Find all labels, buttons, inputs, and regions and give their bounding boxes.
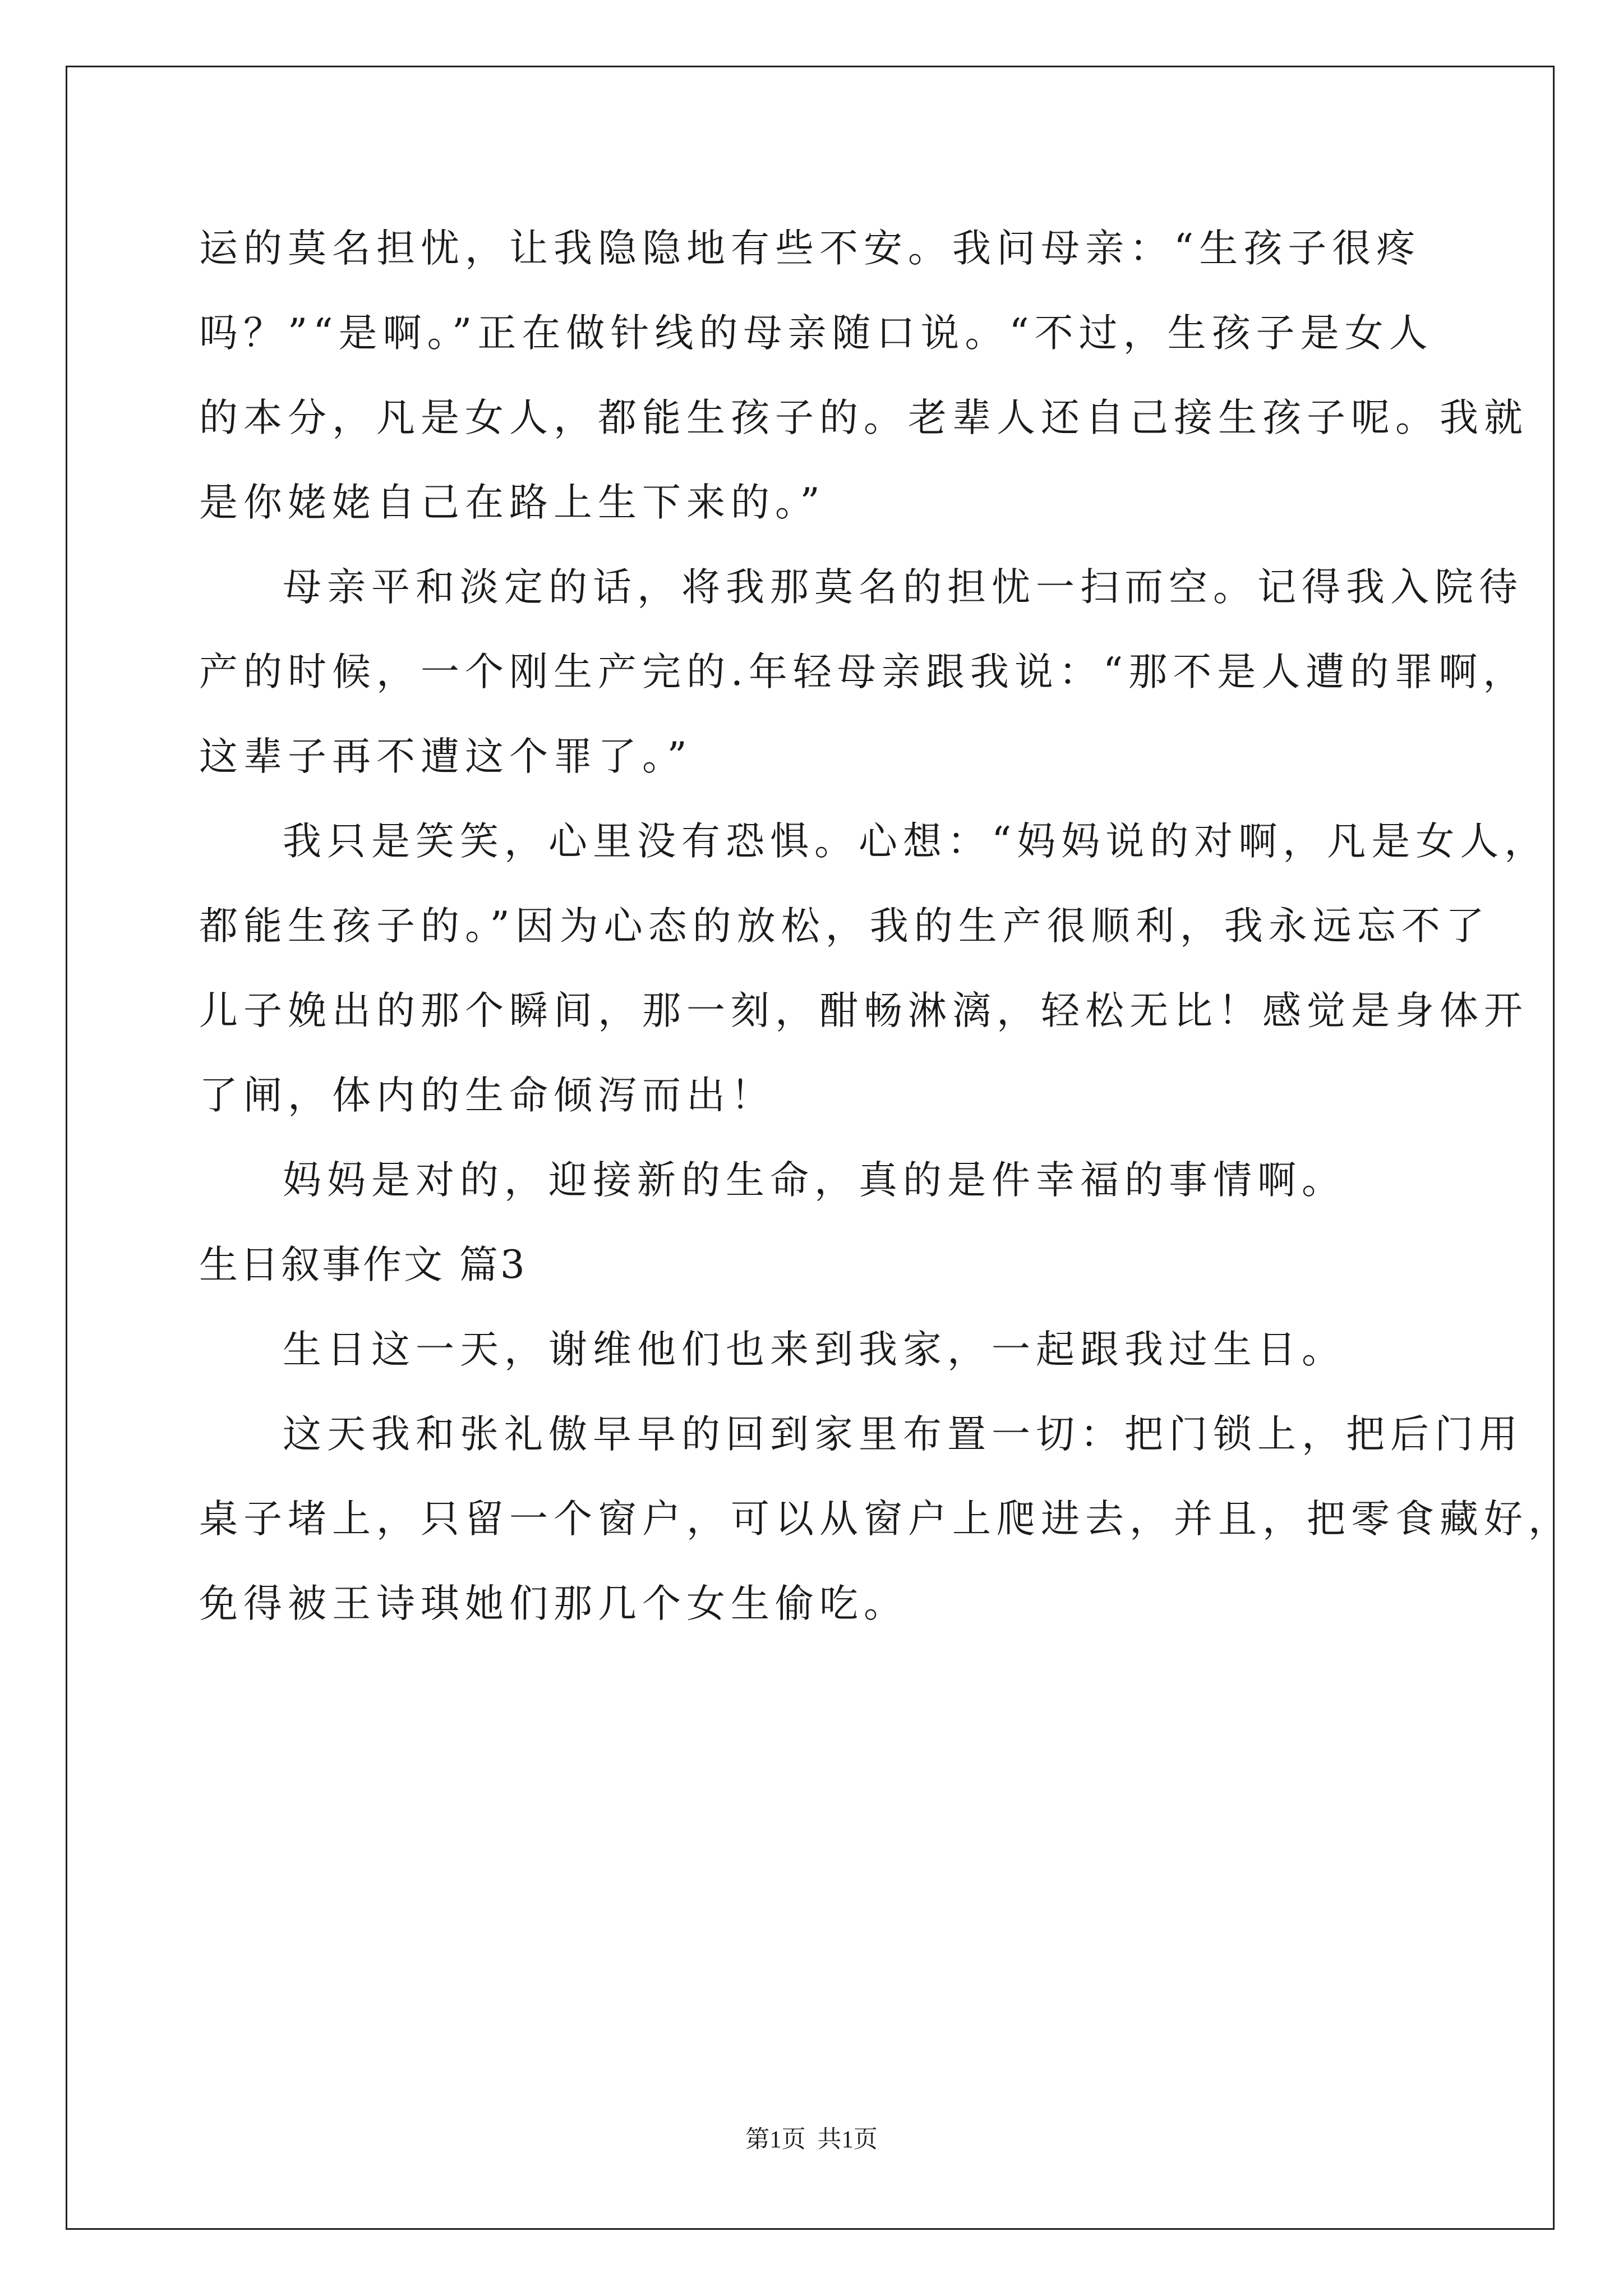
text-line: 是你姥姥自己在路上生下来的。” — [199, 480, 826, 525]
document-body — [199, 222, 1573, 1662]
text-line: 免得被王诗琪她们那几个女生偷吃。 — [199, 1581, 908, 1626]
text-line: 的本分，凡是女人，都能生孩子的。老辈人还自己接生孩子呢。我就 — [199, 395, 1528, 440]
text-line: 都能生孩子的。”因为心态的放松，我的生产很顺利，我永远忘不了 — [199, 904, 1490, 949]
text-line: 了闸，体内的生命倾泻而出！ — [199, 1073, 775, 1118]
section-heading: 生日叙事作文 篇3 — [199, 1243, 527, 1287]
paragraph-start-line: 母亲平和淡定的话，将我那莫名的担忧一扫而空。记得我入院待 — [283, 565, 1523, 610]
text-line: 运的莫名担忧，让我隐隐地有些不安。我问母亲：“生孩子很疼 — [199, 226, 1421, 271]
text-line: 产的时候，一个刚生产完的.年轻母亲跟我说：“那不是人遭的罪啊， — [199, 650, 1528, 694]
text-line: 这辈子再不遭这个罪了。” — [199, 734, 693, 779]
paragraph-start-line: 妈妈是对的，迎接新的生命，真的是件幸福的事情啊。 — [283, 1158, 1346, 1203]
text-line: 儿子娩出的那个瞬间，那一刻，酣畅淋漓，轻松无比！感觉是身体开 — [199, 988, 1528, 1033]
paragraph-start-line: 生日这一天，谢维他们也来到我家，一起跟我过生日。 — [283, 1327, 1346, 1372]
text-line: 吗？”“是啊。”正在做针线的母亲随口说。“不过，生孩子是女人 — [199, 311, 1433, 356]
text-line: 桌子堵上，只留一个窗户，可以从窗户上爬进去，并且，把零食藏好， — [199, 1497, 1573, 1542]
paragraph-start-line: 这天我和张礼傲早早的回到家里布置一切：把门锁上，把后门用 — [283, 1412, 1523, 1457]
page-number-footer: 第1页 共1页 — [745, 2127, 878, 2153]
paragraph-start-line: 我只是笑笑，心里没有恐惧。心想：“妈妈说的对啊，凡是女人， — [283, 819, 1549, 864]
